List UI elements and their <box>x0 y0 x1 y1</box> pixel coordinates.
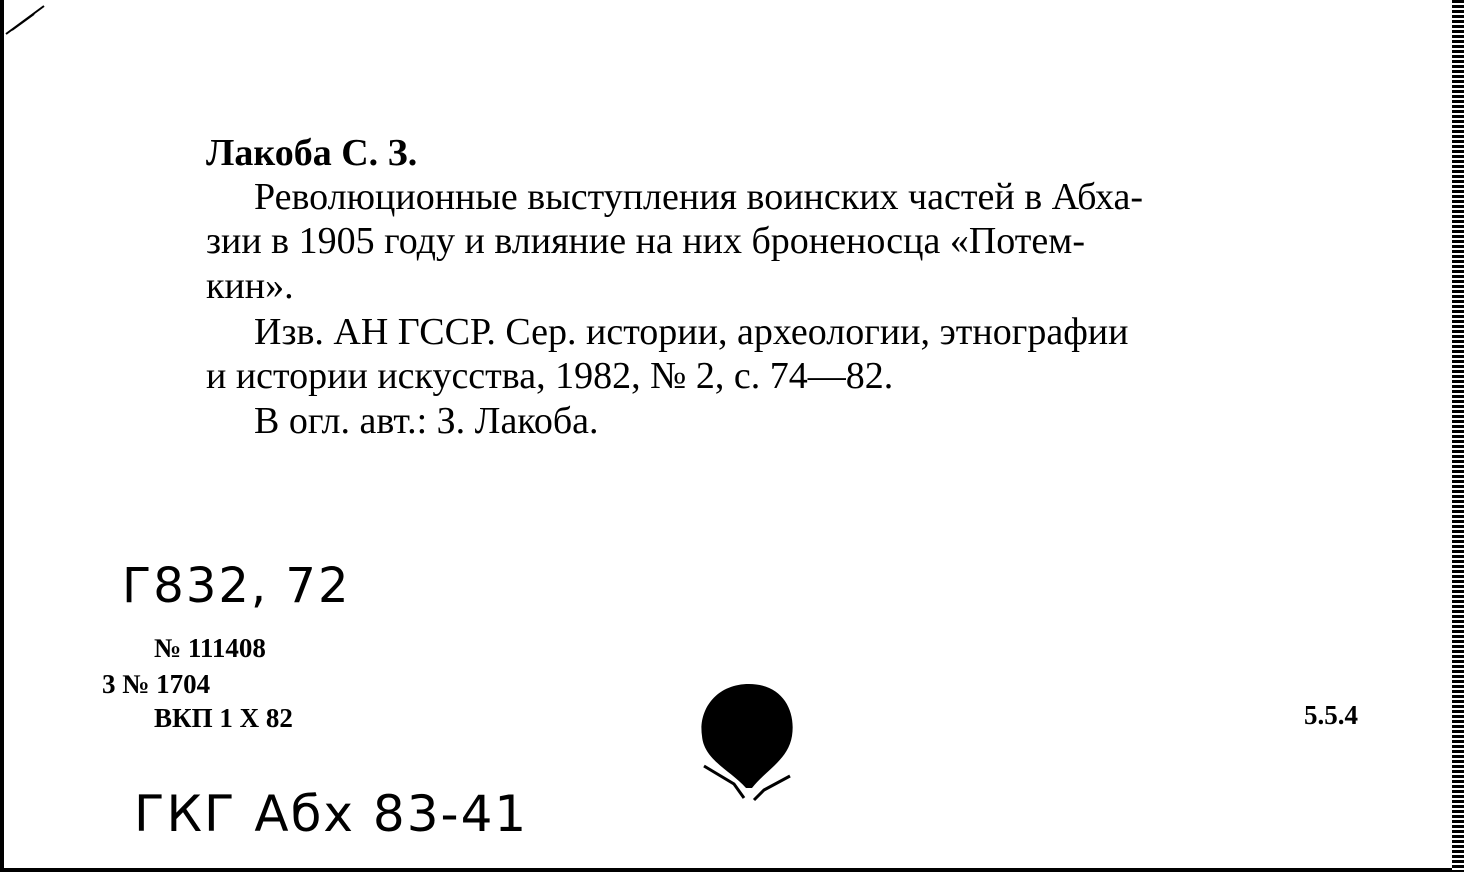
author-note: В огл. авт.: З. Лакоба. <box>254 400 599 442</box>
source-line-2: и истории искусства, 1982, № 2, с. 74—82. <box>206 355 894 397</box>
classification-code: 5.5.4 <box>1304 700 1358 730</box>
stamp-number: № 111408 <box>154 633 266 663</box>
author-heading: Лакоба С. З. <box>206 132 418 174</box>
catalog-card <box>4 0 1452 868</box>
title-line-3: кин». <box>206 265 294 307</box>
title-line-1: Революционные выступления воинских частей в Абха- <box>254 176 1144 218</box>
punch-hole <box>694 680 804 805</box>
corner-fold-mark <box>4 0 64 40</box>
handwritten-shelf-mark: Г832, 72 <box>122 558 351 614</box>
source-line-1: Изв. АН ГССР. Сер. истории, археологии, этнографии <box>254 311 1129 353</box>
stamp-z-number: 3 № 1704 <box>102 669 211 699</box>
stamp-vkp: ВКП 1 X 82 <box>154 703 293 733</box>
title-line-2: зии в 1905 году и влияние на них броненосца «Потем- <box>206 220 1085 262</box>
scan-edge-border <box>1452 0 1464 872</box>
handwritten-bottom-mark: ГКГ Абх 83-41 <box>134 785 529 843</box>
